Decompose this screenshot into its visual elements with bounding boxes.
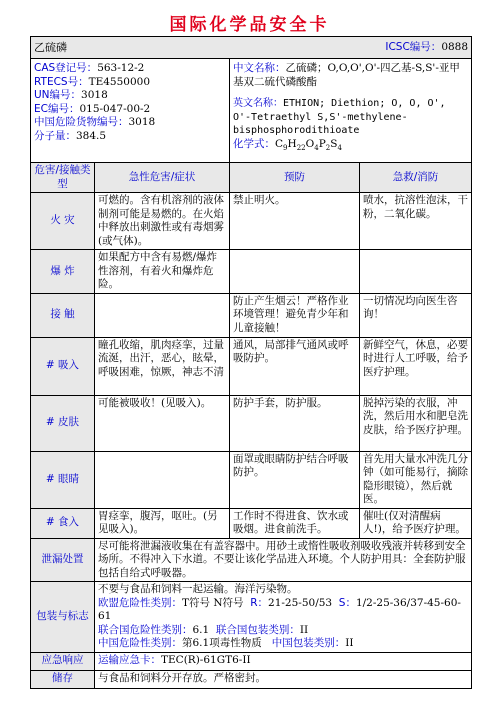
eu-classification: 欧盟危险性类别：T符号 N符号 R：21-25-50/53 S：1/2-25-36/37-45-60-61 bbox=[98, 596, 461, 622]
hazard-type-label: # 食入 bbox=[31, 508, 95, 538]
hazard-row-fire bbox=[31, 193, 472, 250]
rtecs-number: RTECS号：TE4550000 bbox=[34, 75, 151, 88]
hazard-type-label: # 皮肤 bbox=[31, 395, 95, 451]
hazard-row-skin bbox=[31, 395, 472, 451]
icsc-number: ICSC编号：0888 bbox=[385, 40, 469, 53]
molecular-weight: 分子量：384.5 bbox=[34, 129, 107, 142]
symptoms-cell: 如果配方中含有易燃/爆炸性溶剂，有着火和爆炸危险。 bbox=[95, 250, 230, 294]
storage-text: 与食品和饲料分开存放。严格密封。 bbox=[95, 670, 472, 688]
english-name: 英文名称：ETHION; Diethion; O, O, O', O'-Tetraethyl S,S'-methylene-bisphosphorodithioate bbox=[233, 98, 446, 136]
first-aid-cell: 首先用大量水冲洗几分钟（如可能易行，摘除隐形眼镜），然后就医。 bbox=[360, 451, 472, 508]
first-aid-cell: 催吐(仅对清醒病人!)，给予医疗护理。 bbox=[360, 508, 472, 538]
china-classification: 中国危险性类别：第6.1项毒性物质 中国包装类别：II bbox=[98, 637, 354, 649]
china-dg-number: 中国危险货物编号：3018 bbox=[34, 116, 156, 128]
hazard-type-label: 接 触 bbox=[31, 293, 95, 337]
symptoms-cell: 可燃的。含有机溶剂的液体制剂可能是易燃的。在火焰中释放出刺激性或有毒烟雾(或气体)。 bbox=[95, 193, 230, 250]
hazard-type-label: # 吸入 bbox=[31, 337, 95, 395]
storage-row bbox=[31, 670, 472, 688]
formula-element: $O_4$ bbox=[305, 137, 319, 152]
symptoms-cell bbox=[95, 293, 230, 337]
emergency-row bbox=[31, 652, 472, 670]
chemical-formula: 化学式：$C_9H_{22}O_4P_2S_4$ bbox=[233, 137, 342, 152]
un-classification: 联合国危险性类别：6.1 联合国包装类别：II bbox=[98, 623, 309, 636]
prevention-cell bbox=[230, 250, 360, 294]
leak-label: 泄漏处置 bbox=[31, 538, 95, 582]
emergency-content: 运输应急卡：TEC(R)-61GT6-II bbox=[95, 652, 472, 670]
prevention-cell: 工作时不得进食、饮水或吸烟。进食前洗手。 bbox=[230, 508, 360, 538]
leak-row bbox=[31, 538, 472, 582]
un-number: UN编号：3018 bbox=[34, 89, 108, 101]
hazard-type-label: # 眼睛 bbox=[31, 451, 95, 508]
symptoms-cell: 可能被吸收！(见吸入)。 bbox=[95, 395, 230, 451]
first-aid-cell: 一切情况均向医生咨询！ bbox=[360, 293, 472, 337]
hazard-row-inhalation bbox=[31, 337, 472, 395]
header-symptoms: 急性危害/症状 bbox=[95, 163, 230, 193]
packaging-note: 不要与食品和饲料一起运输。海洋污染物。 bbox=[98, 583, 298, 595]
name-row bbox=[31, 37, 472, 59]
prevention-cell: 通风，局部排气通风或呼吸防护。 bbox=[230, 337, 360, 395]
symptoms-cell: 瞳孔收缩，肌肉痉挛，过量流涎，出汗，恶心，眩晕，呼吸困难，惊厥，神志不清 bbox=[95, 337, 230, 395]
symptoms-cell bbox=[95, 451, 230, 508]
hazard-type-label: 爆 炸 bbox=[31, 250, 95, 294]
cas-number: CAS登记号：563-12-2 bbox=[34, 62, 145, 74]
first-aid-cell: 脱掉污染的衣服，冲洗，然后用水和肥皂洗皮肤，给予医疗护理。 bbox=[360, 395, 472, 451]
formula-element: $S_4$ bbox=[330, 137, 342, 152]
formula-element: $P_2$ bbox=[318, 137, 331, 152]
emergency-label: 应急响应 bbox=[31, 652, 95, 670]
formula-value bbox=[275, 138, 342, 150]
identification-row bbox=[31, 59, 472, 163]
ec-number: EC编号：015-047-00-2 bbox=[34, 102, 151, 115]
packaging-row bbox=[31, 582, 472, 653]
leak-text: 尽可能将泄漏液收集在有盖容器中。用砂土或惰性吸收剂吸收残液并转移到安全场所。不得冲入下水道。不要让该化学品进入环境。个人防护用具：全套防护服包括自给式呼吸器。 bbox=[95, 538, 472, 582]
prevention-cell: 防护手套，防护服。 bbox=[230, 395, 360, 451]
hazard-type-label: 火 灾 bbox=[31, 193, 95, 250]
header-prevention: 预防 bbox=[230, 163, 360, 193]
formula-element: $C_9$ bbox=[275, 137, 288, 152]
packaging-content bbox=[95, 582, 472, 653]
symptoms-cell: 胃痉挛，腹泻，呕吐。(另见吸入)。 bbox=[95, 508, 230, 538]
formula-element: $H_{22}$ bbox=[287, 137, 306, 152]
header-first-aid: 急救/消防 bbox=[360, 163, 472, 193]
header-hazard-type: 危害/接触类型 bbox=[31, 163, 95, 193]
first-aid-cell bbox=[360, 250, 472, 294]
packaging-label: 包装与标志 bbox=[31, 582, 95, 653]
hazard-row-eyes bbox=[31, 451, 472, 508]
safety-card-table bbox=[30, 36, 472, 689]
first-aid-cell: 喷水，抗溶性泡沫，干粉，二氧化碳。 bbox=[360, 193, 472, 250]
chinese-name: 中文名称：乙硫磷；O,O,O',O'-四乙基-S,S'-亚甲基双二硫代磷酸酯 bbox=[233, 62, 460, 88]
hazard-row-contact bbox=[31, 293, 472, 337]
chemical-name: 乙硫磷 bbox=[34, 40, 67, 54]
prevention-cell: 防止产生烟云！严格作业环境管理！避免青少年和儿童接触！ bbox=[230, 293, 360, 337]
hazard-row-explosion bbox=[31, 250, 472, 294]
hazard-row-ingestion bbox=[31, 508, 472, 538]
first-aid-cell: 新鲜空气，休息，必要时进行人工呼吸，给予医疗护理。 bbox=[360, 337, 472, 395]
hazard-header-row bbox=[31, 163, 472, 193]
card-title: 国际化学品安全卡 bbox=[169, 15, 330, 35]
storage-label: 储存 bbox=[31, 670, 95, 688]
prevention-cell: 禁止明火。 bbox=[230, 193, 360, 250]
prevention-cell: 面罩或眼睛防护结合呼吸防护。 bbox=[230, 451, 360, 508]
